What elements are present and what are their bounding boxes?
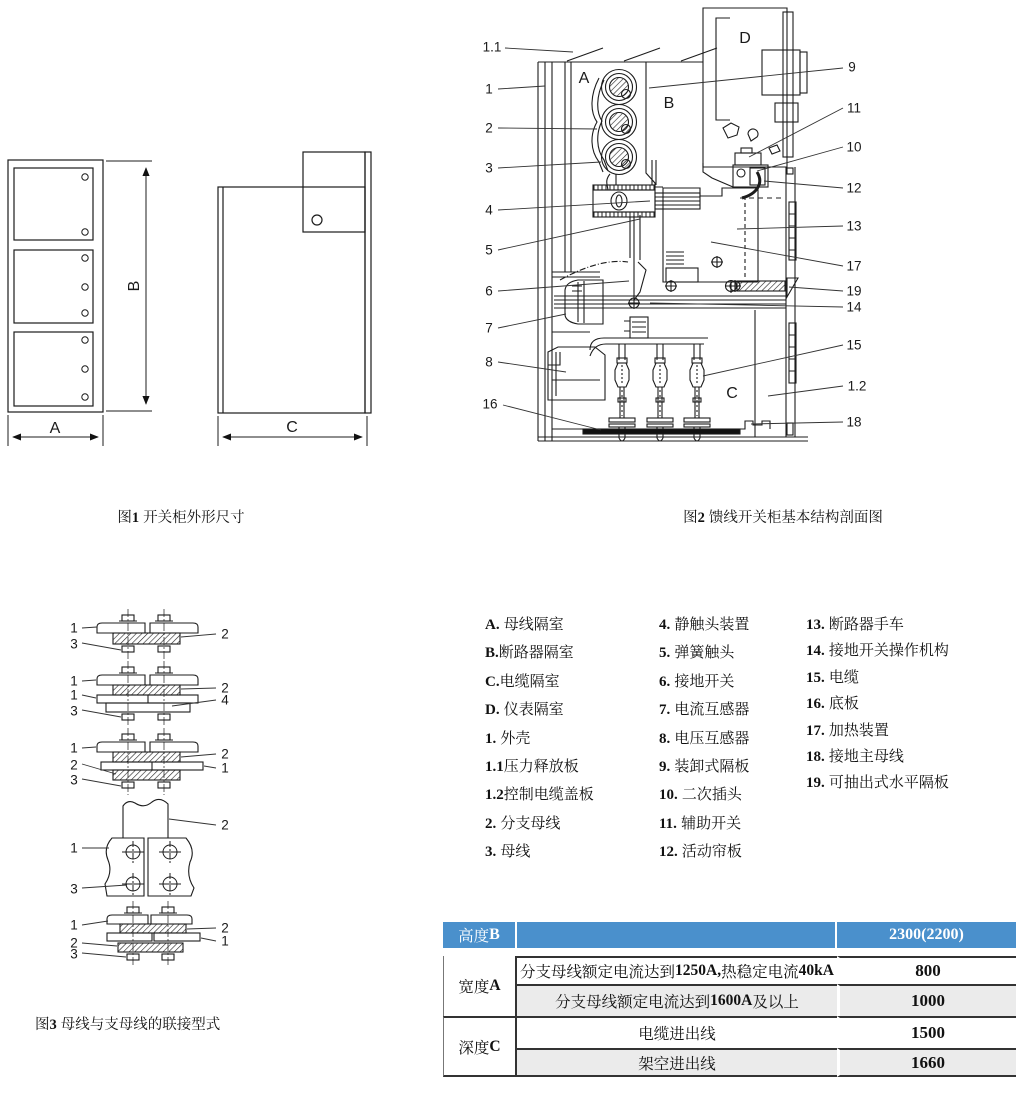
figure3-callout-1: 1: [221, 933, 229, 949]
legend-item-1.2: 1.2控制电缆盖板: [485, 786, 594, 804]
legend-column-1: [485, 611, 594, 867]
spec-header-value: 2300(2200): [837, 922, 1016, 948]
figure3-callout-3: 3: [70, 946, 78, 962]
legend-item-4: 4. 静触头装置: [659, 616, 750, 633]
figure2-callout-13: 13: [846, 218, 862, 234]
figure2-callout-12: 12: [846, 180, 862, 196]
figure2-callout-11: 11: [846, 100, 862, 116]
figure3-callout-2: 2: [70, 935, 78, 951]
figure2-callout-16: 16: [482, 396, 498, 412]
figure3-callout-1: 1: [70, 620, 78, 636]
figure1-dim-B: B: [126, 280, 143, 292]
figure3-callout-1: 1: [70, 673, 78, 689]
legend-item-5: 5. 弹簧触头: [659, 644, 735, 662]
legend-item-C: C.电缆隔室: [485, 672, 560, 690]
figure2-callout-6: 6: [485, 283, 493, 299]
spec-group-width: 宽度 A: [443, 956, 517, 1016]
figure3-callout-2: 2: [221, 626, 229, 642]
figure1-dim-C: C: [286, 419, 298, 436]
figure3-callout-2: 2: [221, 680, 229, 696]
figure3-callout-1: 1: [70, 740, 78, 756]
figure3-caption: 图3 母线与支母线的联接型式: [35, 1017, 221, 1033]
figure2-callout-3: 3: [485, 160, 493, 176]
figure2-callout-17: 17: [846, 258, 862, 274]
legend-item-1: 1. 外壳: [485, 729, 531, 747]
legend-item-2: 2. 分支母线: [485, 814, 561, 832]
figure2-callout-8: 8: [485, 354, 493, 370]
legend-item-19: 19. 可抽出式水平隔板: [806, 774, 949, 792]
legend-item-12: 12. 活动帘板: [659, 843, 742, 861]
legend-item-8: 8. 电压互感器: [659, 729, 750, 747]
legend-item-10: 10. 二次插头: [659, 786, 742, 804]
legend-item-16: 16. 底板: [806, 695, 859, 713]
figure1-caption: 图1 开关柜外形尺寸: [117, 510, 245, 526]
spec-value: 1000: [837, 984, 1016, 1016]
spec-header-middle: [517, 922, 837, 948]
figure3-callout-2: 2: [70, 757, 78, 773]
figure1-dim-A: A: [49, 420, 61, 437]
figure2-callout-1.1: 1.1: [482, 39, 502, 55]
figure2-callout-1: 1: [485, 81, 493, 97]
spec-value: 800: [837, 956, 1016, 984]
figure2-callout-19: 19: [846, 283, 862, 299]
spec-header-height: 高度 B: [443, 922, 517, 948]
spec-criteria: 电缆进出线: [517, 1016, 837, 1048]
spec-value: 1500: [837, 1016, 1016, 1048]
legend-column-3: [806, 612, 949, 797]
legend-item-D: D. 仪表隔室: [485, 701, 564, 719]
spec-header-gap: [443, 948, 1016, 956]
figure3-callout-2: 2: [221, 746, 229, 762]
legend-column-2: [659, 611, 749, 867]
figure2-compartment-B: B: [663, 95, 675, 112]
figure3-callout-3: 3: [70, 881, 78, 897]
legend-item-15: 15. 电缆: [806, 668, 859, 686]
figure3-callout-1: 1: [70, 687, 78, 703]
legend-item-11: 11. 辅助开关: [659, 814, 742, 832]
figure2-compartment-D: D: [739, 30, 751, 47]
figure2-callout-14: 14: [846, 299, 862, 315]
figure2-callout-1.2: 1.2: [847, 378, 867, 394]
spec-group-depth: 深度 C: [443, 1016, 517, 1077]
dimension-spec-table: [443, 922, 1016, 1077]
figure3-callout-2: 2: [221, 817, 229, 833]
figure2-compartment-A: A: [578, 70, 590, 87]
figure3-callout-1: 1: [221, 760, 229, 776]
figure3-callout-2: 2: [221, 920, 229, 936]
legend-item-17: 17. 加热装置: [806, 721, 889, 739]
legend-item-A: A. 母线隔室: [485, 616, 564, 633]
figure2-caption: 图2 馈线开关柜基本结构剖面图: [683, 510, 883, 526]
figure2-callout-18: 18: [846, 414, 862, 430]
legend-item-3: 3. 母线: [485, 843, 531, 861]
legend-item-B: B.断路器隔室: [485, 644, 574, 662]
figure2-callout-7: 7: [485, 320, 493, 336]
spec-value: 1660: [837, 1048, 1016, 1077]
legend-item-7: 7. 电流互感器: [659, 701, 750, 719]
figure2-callout-4: 4: [485, 202, 493, 218]
spec-criteria: 分支母线额定电流达到 1250A, 热稳定电流 40kA: [517, 956, 837, 984]
figure2-callout-10: 10: [846, 139, 862, 155]
figure2-callout-15: 15: [846, 337, 862, 353]
figure2-compartment-C: C: [726, 385, 738, 402]
figure3-callout-4: 4: [221, 692, 229, 708]
legend-item-9: 9. 装卸式隔板: [659, 758, 750, 776]
spec-criteria: 架空进出线: [517, 1048, 837, 1077]
figure3-callout-1: 1: [70, 840, 78, 856]
figure3-drawing: [97, 609, 203, 965]
legend-item-14: 14. 接地开关操作机构: [806, 642, 949, 660]
figure1-drawing: [8, 152, 371, 446]
legend-item-1.1: 1.1压力释放板: [485, 758, 579, 776]
legend-item-6: 6. 接地开关: [659, 672, 735, 690]
figure3-callout-1: 1: [70, 917, 78, 933]
figure3-callout-3: 3: [70, 772, 78, 788]
figure3-leader-lines: [82, 627, 216, 957]
figure2-callout-9: 9: [848, 59, 856, 75]
legend-item-13: 13. 断路器手车: [806, 616, 904, 633]
spec-criteria: 分支母线额定电流达到 1600A 及以上: [517, 984, 837, 1016]
figure2-callout-2: 2: [485, 120, 493, 136]
figure2-callout-5: 5: [485, 242, 493, 258]
legend-item-18: 18. 接地主母线: [806, 748, 904, 766]
figure3-callout-3: 3: [70, 703, 78, 719]
figure3-callout-3: 3: [70, 636, 78, 652]
